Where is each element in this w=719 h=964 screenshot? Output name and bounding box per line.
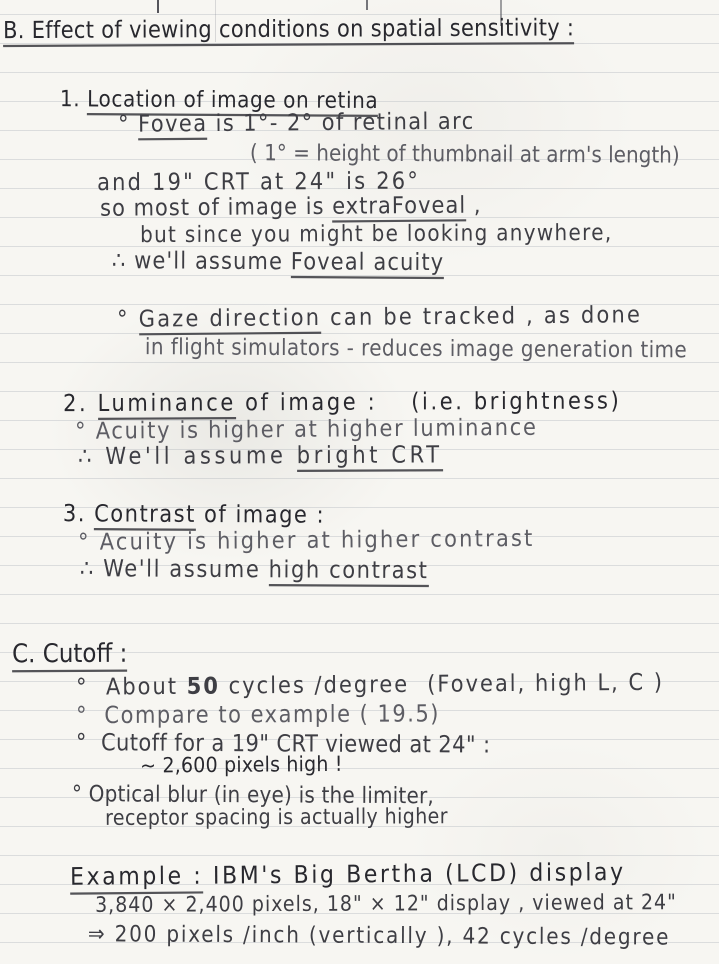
note-line (3, 15, 574, 44)
note-line (63, 388, 621, 417)
text-segment: 2. (62, 389, 98, 417)
underlined-text: Contrast (94, 500, 196, 531)
note-line (118, 109, 475, 137)
text-segment: ° (117, 110, 139, 138)
note-line (140, 753, 343, 778)
note-line (70, 860, 626, 891)
note-line (80, 556, 429, 584)
text-segment: ∴ we'll assume (111, 246, 291, 275)
text-segment: (Foveal, high L, C ) (427, 668, 665, 698)
note-line (145, 334, 687, 362)
text-segment: cycles /degree (219, 671, 410, 700)
text-segment: ° Cutoff for a 19" CRT viewed at 24" : (75, 728, 491, 759)
text-segment: 3. (62, 499, 95, 527)
text-segment: can be tracked , as done (321, 301, 643, 331)
underlined-text: Gaze direction (139, 304, 322, 335)
text-segment: ° About (75, 672, 187, 701)
underlined-text: bright CRT (297, 441, 443, 472)
underlined-text: Luminance (98, 389, 236, 420)
note-line (75, 415, 538, 444)
text-segment: 1. (59, 84, 88, 112)
text-segment: so most of image is (99, 192, 333, 222)
underlined-text: Foveal acuity (291, 248, 445, 279)
text-segment: is 1°- 2° of retinal arc (207, 107, 475, 137)
note-line (12, 640, 127, 669)
note-line (112, 248, 444, 276)
text-segment: (i.e. brightness) (411, 387, 622, 416)
underlined-text: high contrast (269, 556, 429, 587)
underlined-text: C. Cutoff : (12, 639, 127, 672)
note-line (117, 302, 642, 332)
note-line (78, 526, 535, 555)
underlined-text: B. Effect of viewing conditions on spatial sensitivity : (3, 14, 574, 47)
text-segment: ⇒ 200 pixels /inch (vertically ), 42 cycles /degree (87, 919, 671, 951)
note-line (88, 921, 670, 949)
text-segment: ∴ We'll assume (79, 554, 269, 583)
underlined-text: Location of image on retina (87, 85, 378, 117)
note-line (140, 220, 612, 247)
text-segment: in flight simulators - reduces image generation time (144, 332, 688, 363)
text-segment: ∴ We'll assume (77, 441, 297, 470)
text-segment: ° Optical blur (in eye) is the limiter, (71, 779, 435, 809)
underlined-text: Example : (70, 863, 203, 895)
note-line (100, 193, 482, 222)
text-segment: 3,840 × 2,400 pixels, 18" × 12" display , viewed at 24" (94, 890, 677, 918)
note-line (105, 805, 448, 830)
text-segment: ° (116, 305, 139, 333)
text-segment: ° Acuity is higher at higher luminance (74, 413, 538, 445)
text-segment: , (466, 191, 482, 219)
text-segment: of image : (235, 388, 378, 416)
note-line (95, 891, 677, 917)
text-segment: ~ 2,600 pixels high ! (139, 752, 343, 779)
note-line (76, 670, 664, 700)
underlined-text: Fovea (138, 110, 208, 140)
text-segment: and 19" CRT at 24" is 26° (96, 167, 421, 196)
note-line (63, 501, 325, 528)
cutoff-stroke-mark (366, 0, 368, 10)
note-line (76, 701, 440, 729)
text-segment: but since you might be looking anywhere, (139, 218, 613, 248)
cutoff-stroke-mark (157, 0, 159, 13)
text-segment: IBM's Big Bertha (LCD) display (203, 859, 626, 891)
note-line (250, 140, 680, 167)
note-line (78, 442, 443, 470)
underlined-text: extraFoveal (332, 192, 466, 223)
text-segment: receptor spacing is actually higher (104, 804, 448, 831)
text-segment: ° Acuity is higher at higher contrast (77, 524, 535, 556)
text-segment: 50 (186, 672, 221, 700)
text-segment: ° Compare to example ( 19.5) (75, 700, 441, 729)
text-segment: ( 1° = height of thumbnail at arm's length) (249, 138, 680, 169)
text-segment: of image : (195, 500, 326, 529)
